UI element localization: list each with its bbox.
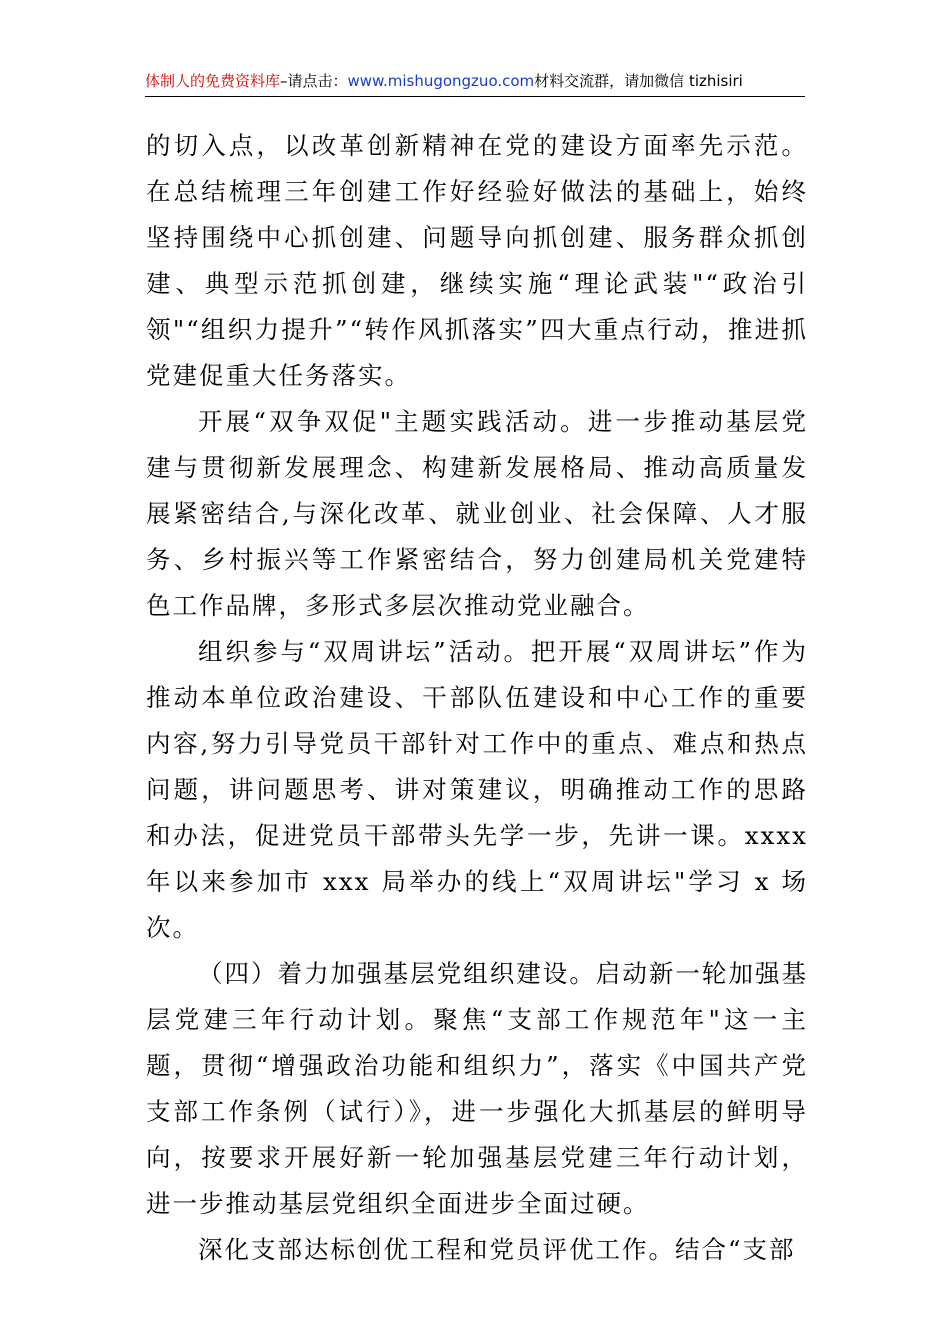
header-brand: 体制人的免费资料库: [145, 72, 281, 90]
paragraph-section-four: （四）着力加强基层党组织建设。启动新一轮加强基层党建三年行动计划。聚焦“支部工作规范年"这一主题，贯彻“增强政治功能和组织力”，落实《中国共产党支部工作条例（试行）》，进一步强化大抓基层的鲜明导向，按要求开展好新一轮加强基层党建三年行动计划，进一步推动基层党组织全面进步全面过硬。: [146, 959, 808, 1218]
paragraph-continuation: 的切入点，以改革创新精神在党的建设方面率先示范。在总结梳理三年创建工作好经验好做法的基础上，始终坚持围绕中心抓创建、问题导向抓创建、服务群众抓创建、典型示范抓创建，继续实施“理论武装"“政治引领"“组织力提升”“转作风抓落实”四大重点行动，推进抓党建促重大任务落实。: [146, 131, 808, 390]
header-url-link[interactable]: www.mishugongzuo.com: [347, 72, 535, 90]
header-prompt: –请点击：: [280, 72, 348, 90]
paragraph-shuangzhou: 组织参与“双周讲坛”活动。把开展“双周讲坛”作为推动本单位政治建设、干部队伍建设和中心工作的重要内容,努力引导党员干部针对工作中的重点、难点和热点问题，讲问题思考、讲对策建议，明确推动工作的思路和办法，促进党员干部带头先学一步，先讲一课。xxxx 年以来参加市 xxx 局举办的线上“双周讲坛"学习 x 场次。: [146, 637, 808, 942]
header-note: 材料交流群，请加微信 tizhisiri: [534, 72, 743, 90]
page-header: [145, 70, 805, 97]
document-body: [146, 123, 808, 1273]
paragraph-shuangzheng: 开展“双争双促"主题实践活动。进一步推动基层党建与贯彻新发展理念、构建新发展格局、推动高质量发展紧密结合,与深化改革、就业创业、社会保障、人才服务、乡村振兴等工作紧密结合，努力创建局机关党建特色工作品牌，多形式多层次推动党业融合。: [146, 407, 808, 620]
paragraph-dabiao: 深化支部达标创优工程和党员评优工作。结合“支部: [198, 1235, 796, 1264]
